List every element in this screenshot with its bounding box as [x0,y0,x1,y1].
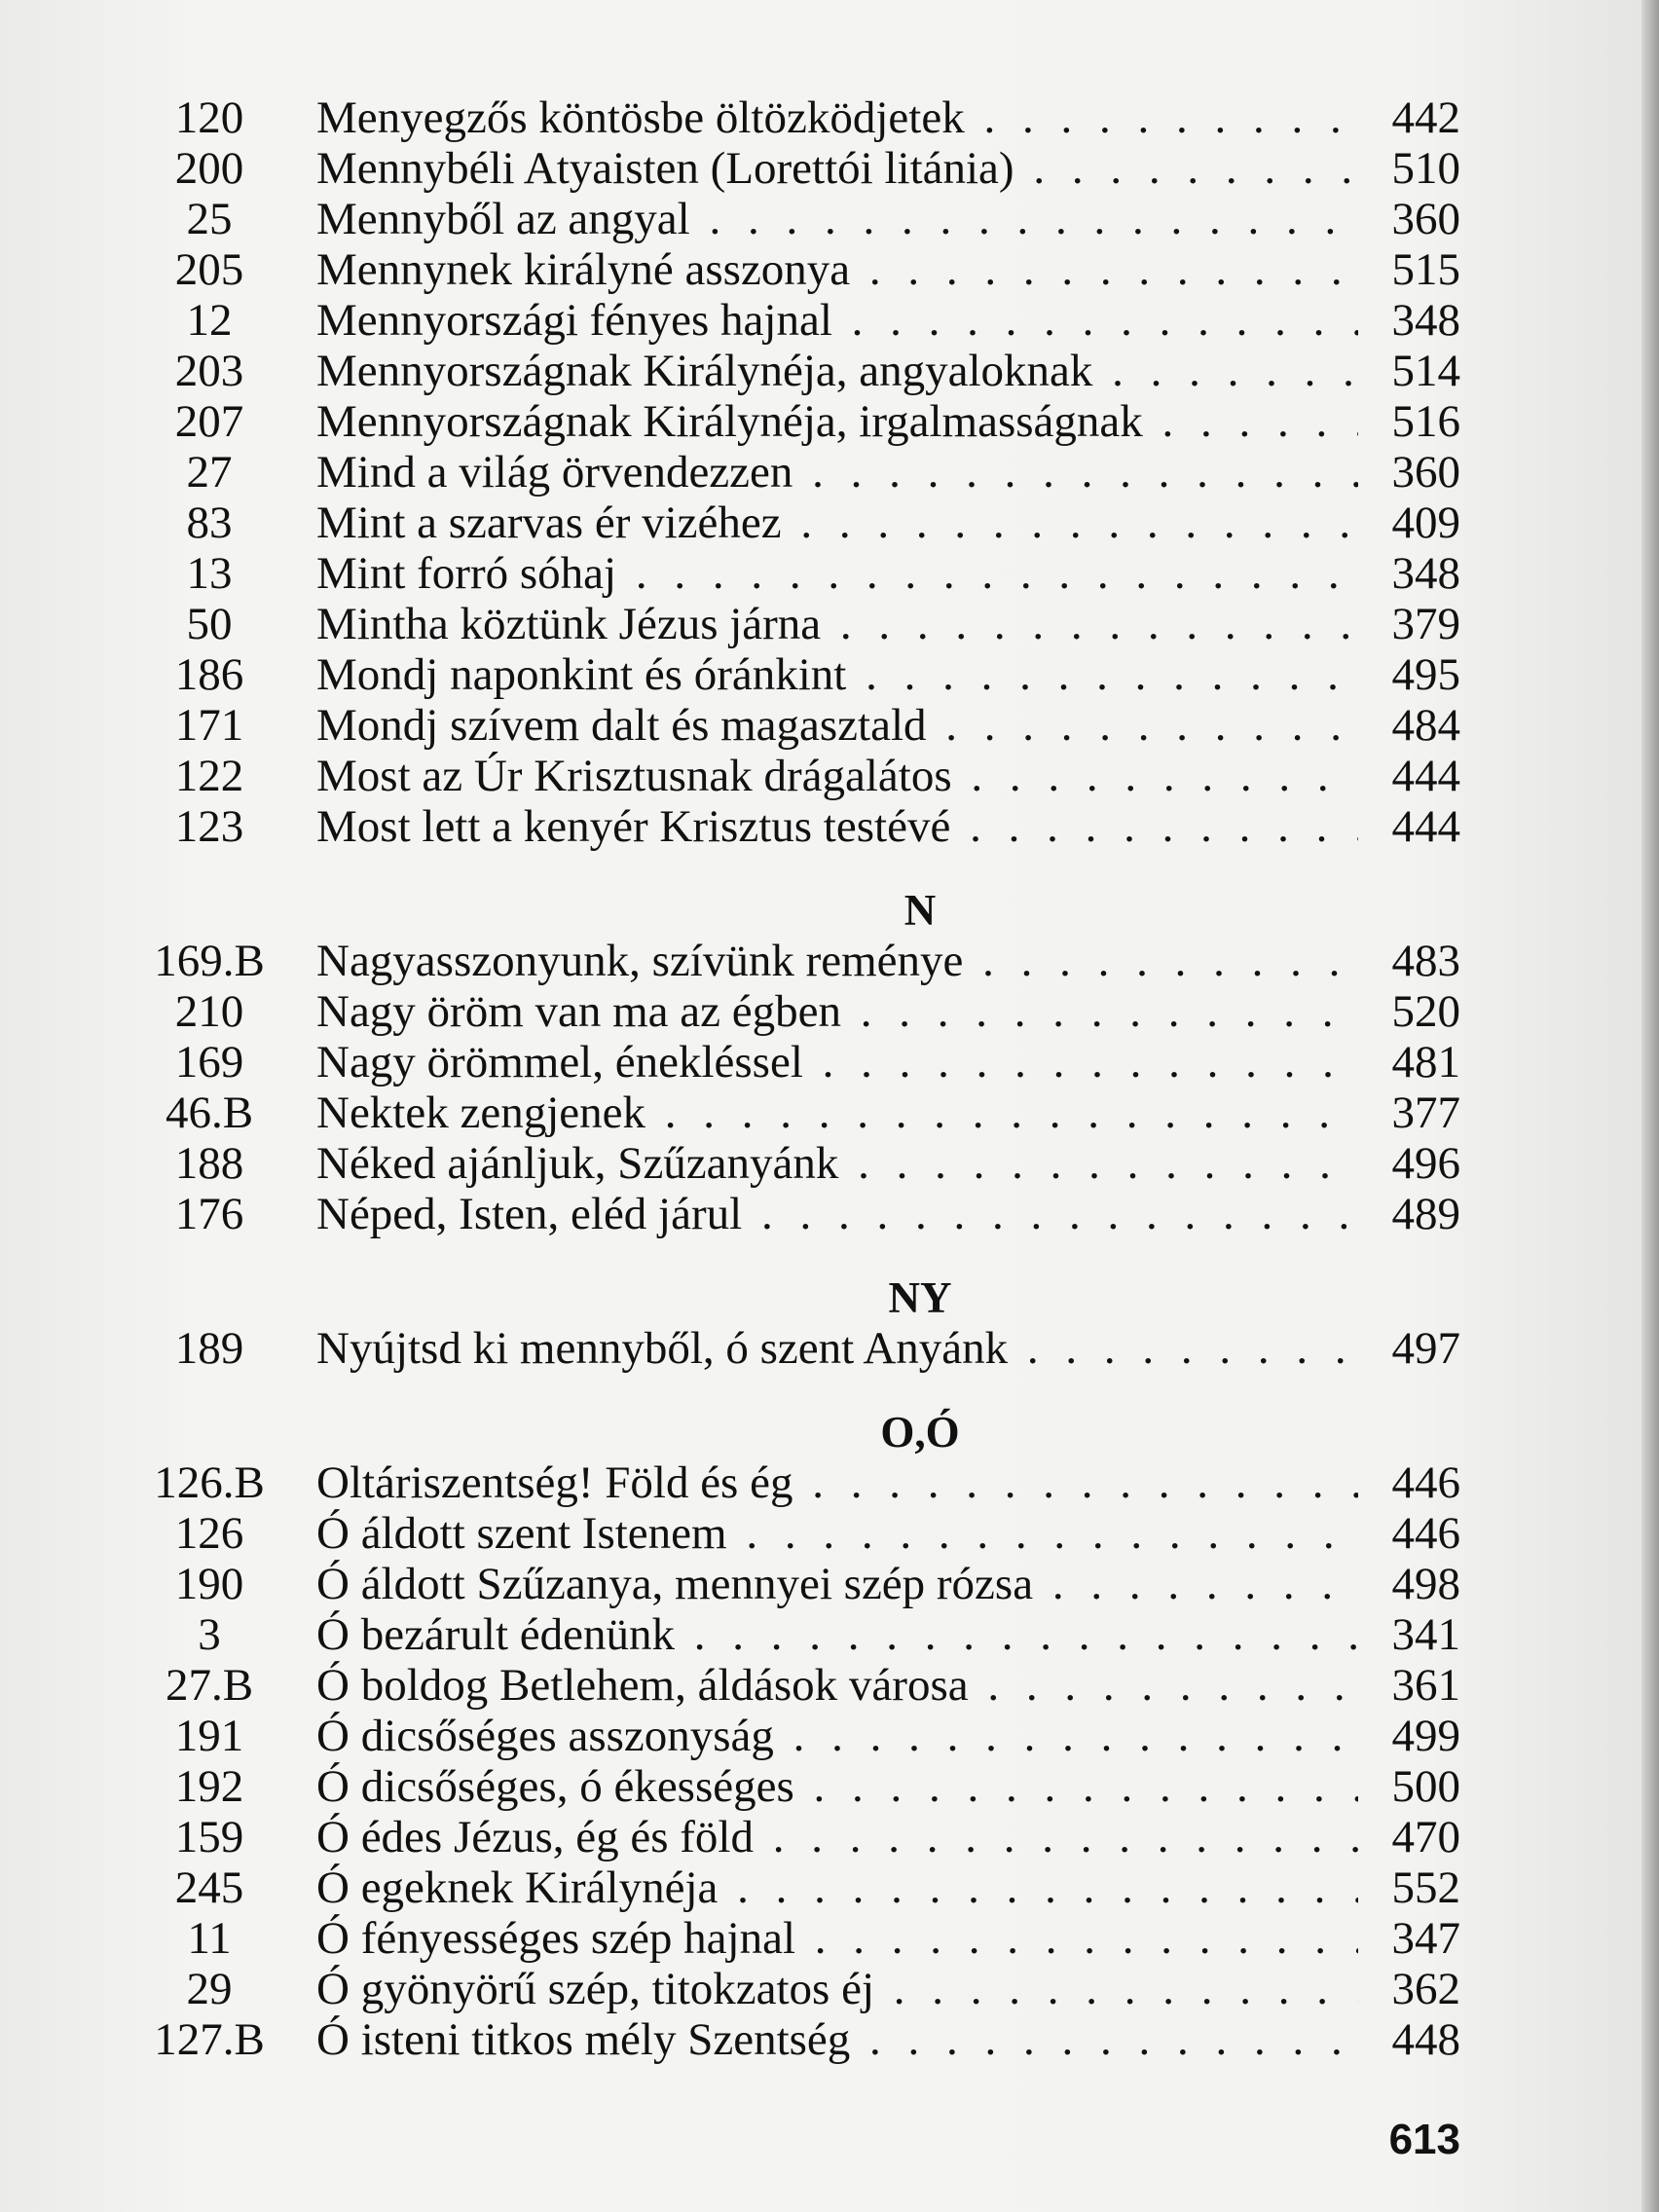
song-title: Mint a szarvas ér vizéhez . . . [316,498,1358,548]
song-title: Ó bezárult édenünk . . . [316,1609,1358,1660]
index-entry [146,700,1460,751]
song-title: Ó boldog Betlehem, áldások városa . . . [316,1660,1358,1711]
index-entry [146,396,1460,447]
page-reference: 446 [1391,1457,1460,1508]
page-reference: 341 [1391,1609,1460,1660]
song-title: Mennyországnak Királynéja, angyaloknak . . . [316,346,1358,396]
index-entry [146,92,1460,143]
song-number: 29 [186,1964,233,2014]
index-entry [146,1862,1460,1913]
index-entry [146,1964,1460,2014]
page-reference: 514 [1391,346,1460,396]
page-reference: 489 [1391,1189,1460,1239]
page-reference: 444 [1391,801,1460,852]
index-entry [146,295,1460,346]
page-reference: 481 [1391,1037,1460,1088]
index-entry [146,986,1460,1037]
index-entry [146,599,1460,649]
song-title: Ó dicsőséges, ó ékességes . . . [316,1761,1358,1812]
song-title: Mennyországi fényes hajnal . . . [316,295,1358,346]
index-entry [146,801,1460,852]
song-title: Oltáriszentség! Föld és ég . . . [316,1457,1358,1508]
song-title: Menyegzős köntösbe öltözködjetek . . . [316,92,1358,143]
song-title: Mint forró sóhaj . . . [316,548,1358,599]
index-entry [146,548,1460,599]
song-number: 126.B [154,1457,265,1508]
song-number: 50 [186,599,233,649]
song-number: 25 [186,194,233,244]
song-number: 192 [174,1761,244,1812]
index-entry [146,1913,1460,1964]
page-number: 613 [1388,2116,1460,2163]
song-number: 13 [186,548,233,599]
index-entry [146,194,1460,244]
song-title: Nektek zengjenek . . . [316,1088,1358,1138]
page-reference: 361 [1391,1660,1460,1711]
index-entry [146,1323,1460,1374]
page-reference: 500 [1391,1761,1460,1812]
page-reference: 552 [1391,1862,1460,1913]
index-entry [146,1457,1460,1508]
song-title: Most az Úr Krisztusnak drágalátos . . . [316,751,1358,801]
page-reference: 499 [1391,1711,1460,1761]
page-reference: 409 [1391,498,1460,548]
song-number: 3 [198,1609,221,1660]
index-entry [146,751,1460,801]
song-title: Mennybéli Atyaisten (Lorettói litánia) . . . [316,143,1358,194]
song-number: 169 [174,1037,244,1088]
page-reference: 360 [1391,194,1460,244]
song-title: Nagy öröm van ma az égben . . . [316,986,1358,1037]
page-reference: 448 [1391,2014,1460,2065]
page-reference: 484 [1391,700,1460,751]
song-number: 176 [174,1189,244,1239]
song-number: 207 [174,396,244,447]
index-entry [146,1138,1460,1189]
index-entry [146,143,1460,194]
song-title: Nagyasszonyunk, szívünk reménye . . . [316,936,1358,986]
song-number: 27.B [165,1660,254,1711]
song-number: 12 [186,295,233,346]
song-title: Ó egeknek Királynéja . . . [316,1862,1358,1913]
song-index-list [146,92,1460,2065]
page-reference: 444 [1391,751,1460,801]
song-title: Ó áldott szent Istenem . . . [316,1508,1358,1559]
index-entry [146,1189,1460,1239]
index-entry [146,1559,1460,1609]
page-reference: 347 [1391,1913,1460,1964]
song-title: Nyújtsd ki mennyből, ó szent Anyánk . . . [316,1323,1358,1374]
index-entry [146,1660,1460,1711]
page-reference: 497 [1391,1323,1460,1374]
index-entry [146,2014,1460,2065]
song-number: 11 [187,1913,232,1964]
song-title: Mondj naponkint és óránkint . . . [316,649,1358,700]
index-entry [146,1812,1460,1862]
song-title: Ó dicsőséges asszonyság . . . [316,1711,1358,1761]
song-title: Ó áldott Szűzanya, mennyei szép rózsa . . . [316,1559,1358,1609]
page-edge-shadow [1641,0,1659,2212]
page-reference: 515 [1391,244,1460,295]
song-title: Ó fényességes szép hajnal . . . [316,1913,1358,1964]
song-number: 245 [174,1862,244,1913]
song-number: 171 [174,700,244,751]
page-reference: 520 [1391,986,1460,1037]
index-entry [146,346,1460,396]
song-title: Néped, Isten, eléd járul . . . [316,1189,1358,1239]
index-entry [146,447,1460,498]
index-entry [146,1609,1460,1660]
song-number: 46.B [165,1088,254,1138]
song-number: 189 [174,1323,244,1374]
page-reference: 348 [1391,295,1460,346]
song-number: 27 [186,447,233,498]
song-title: Ó isteni titkos mély Szentség . . . [316,2014,1358,2065]
song-title: Ó édes Jézus, ég és föld . . . [316,1812,1358,1862]
page-reference: 446 [1391,1508,1460,1559]
page-reference: 510 [1391,143,1460,194]
page-reference: 442 [1391,92,1460,143]
song-number: 203 [174,346,244,396]
song-title: Mintha köztünk Jézus járna . . . [316,599,1358,649]
page-reference: 362 [1391,1964,1460,2014]
page-reference: 360 [1391,447,1460,498]
page-reference: 495 [1391,649,1460,700]
index-entry [146,1088,1460,1138]
index-entry [146,1037,1460,1088]
song-number: 191 [174,1711,244,1761]
song-number: 190 [174,1559,244,1609]
section-letter-heading: NY [888,1273,952,1322]
index-entry [146,1711,1460,1761]
page-reference: 483 [1391,936,1460,986]
song-title: Mennyből az angyal . . . [316,194,1358,244]
page-reference: 496 [1391,1138,1460,1189]
song-title: Nagy örömmel, énekléssel . . . [316,1037,1358,1088]
page-reference: 470 [1391,1812,1460,1862]
song-title: Mennyországnak Királynéja, irgalmasságnak . . . [316,396,1358,447]
index-entry [146,498,1460,548]
page-reference: 379 [1391,599,1460,649]
song-title: Ó gyönyörű szép, titokzatos éj . . . [316,1964,1358,2014]
song-number: 127.B [154,2014,265,2065]
song-number: 186 [174,649,244,700]
section-letter-heading: N [903,886,937,935]
index-entry [146,936,1460,986]
song-title: Néked ajánljuk, Szűzanyánk . . . [316,1138,1358,1189]
song-title: Most lett a kenyér Krisztus testévé . . . [316,801,1358,852]
section-letter-heading: O,Ó [880,1408,960,1456]
song-number: 83 [186,498,233,548]
page-reference: 516 [1391,396,1460,447]
song-title: Mondj szívem dalt és magasztald . . . [316,700,1358,751]
song-number: 200 [174,143,244,194]
song-number: 123 [174,801,244,852]
song-title: Mind a világ örvendezzen . . . [316,447,1358,498]
index-entry [146,1761,1460,1812]
song-number: 205 [174,244,244,295]
page-reference: 498 [1391,1559,1460,1609]
page-reference: 377 [1391,1088,1460,1138]
index-entry [146,649,1460,700]
index-entry [146,1508,1460,1559]
song-number: 122 [174,751,244,801]
song-title: Mennynek királyné asszonya . . . [316,244,1358,295]
song-number: 159 [174,1812,244,1862]
index-entry [146,244,1460,295]
song-number: 126 [174,1508,244,1559]
song-number: 169.B [154,936,265,986]
page-reference: 348 [1391,548,1460,599]
song-number: 210 [174,986,244,1037]
song-number: 188 [174,1138,244,1189]
song-number: 120 [174,92,244,143]
